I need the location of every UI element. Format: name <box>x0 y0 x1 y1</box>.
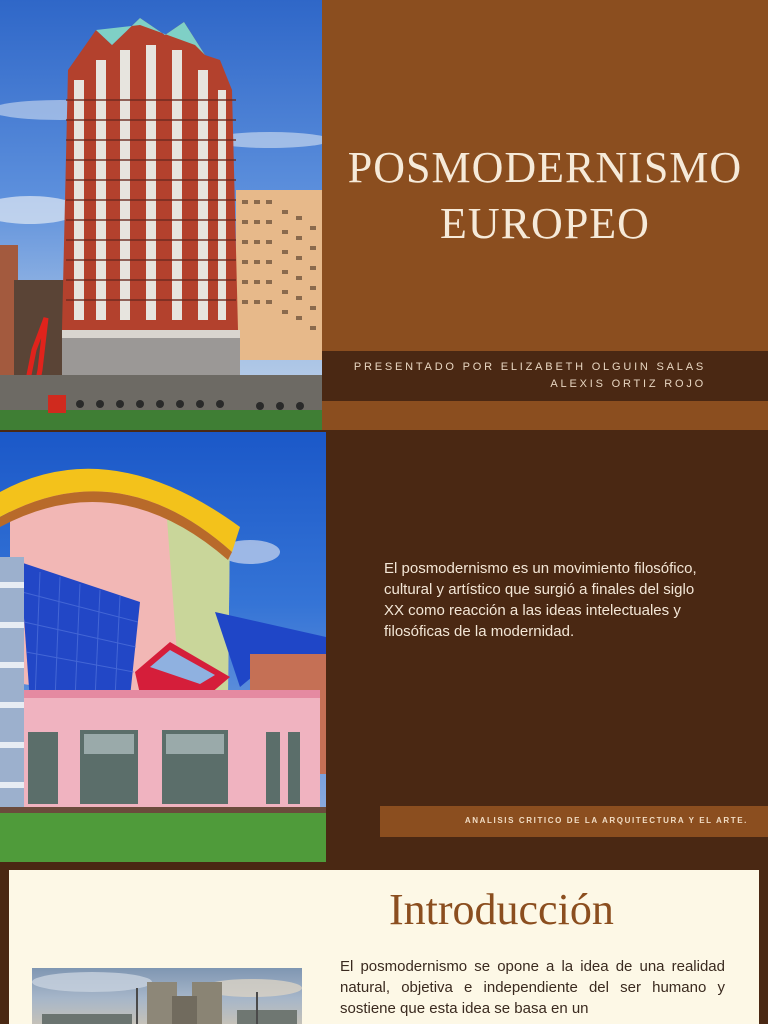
cover-bottom-strip <box>322 401 768 430</box>
cover-title-line-1: POSMODERNISMO <box>347 143 743 192</box>
presenters-banner <box>322 351 768 401</box>
postmodern-building-photo <box>0 432 326 862</box>
cover-section <box>0 0 768 430</box>
definition-text: El posmodernismo es un movimiento filosófico, cultural y artístico que surgió a finales del siglo XX como reacción a las ideas intelectuales y filosóficas de la modernidad. <box>384 560 697 640</box>
intro-building-photo <box>32 968 302 1024</box>
subtitle-banner: ANALISIS CRITICO DE LA ARQUITECTURA Y EL ARTE. <box>380 806 768 837</box>
presenter-line-2: ALEXIS ORTIZ ROJO <box>550 378 706 390</box>
definition-section <box>0 430 768 868</box>
intro-card <box>9 870 759 1024</box>
presenter-line-1: PRESENTADO POR ELIZABETH OLGUIN SALAS <box>353 361 706 373</box>
cover-title-line-2: EUROPEO <box>440 199 650 248</box>
cover-building-photo <box>0 0 322 430</box>
intro-section <box>0 868 768 1024</box>
intro-text: El posmodernismo se opone a la idea de una realidad natural, objetiva e independiente del ser humano y sostiene que esta idea se basa en un <box>340 958 725 1017</box>
intro-heading: Introducción <box>389 885 614 934</box>
cover-title <box>322 140 768 252</box>
